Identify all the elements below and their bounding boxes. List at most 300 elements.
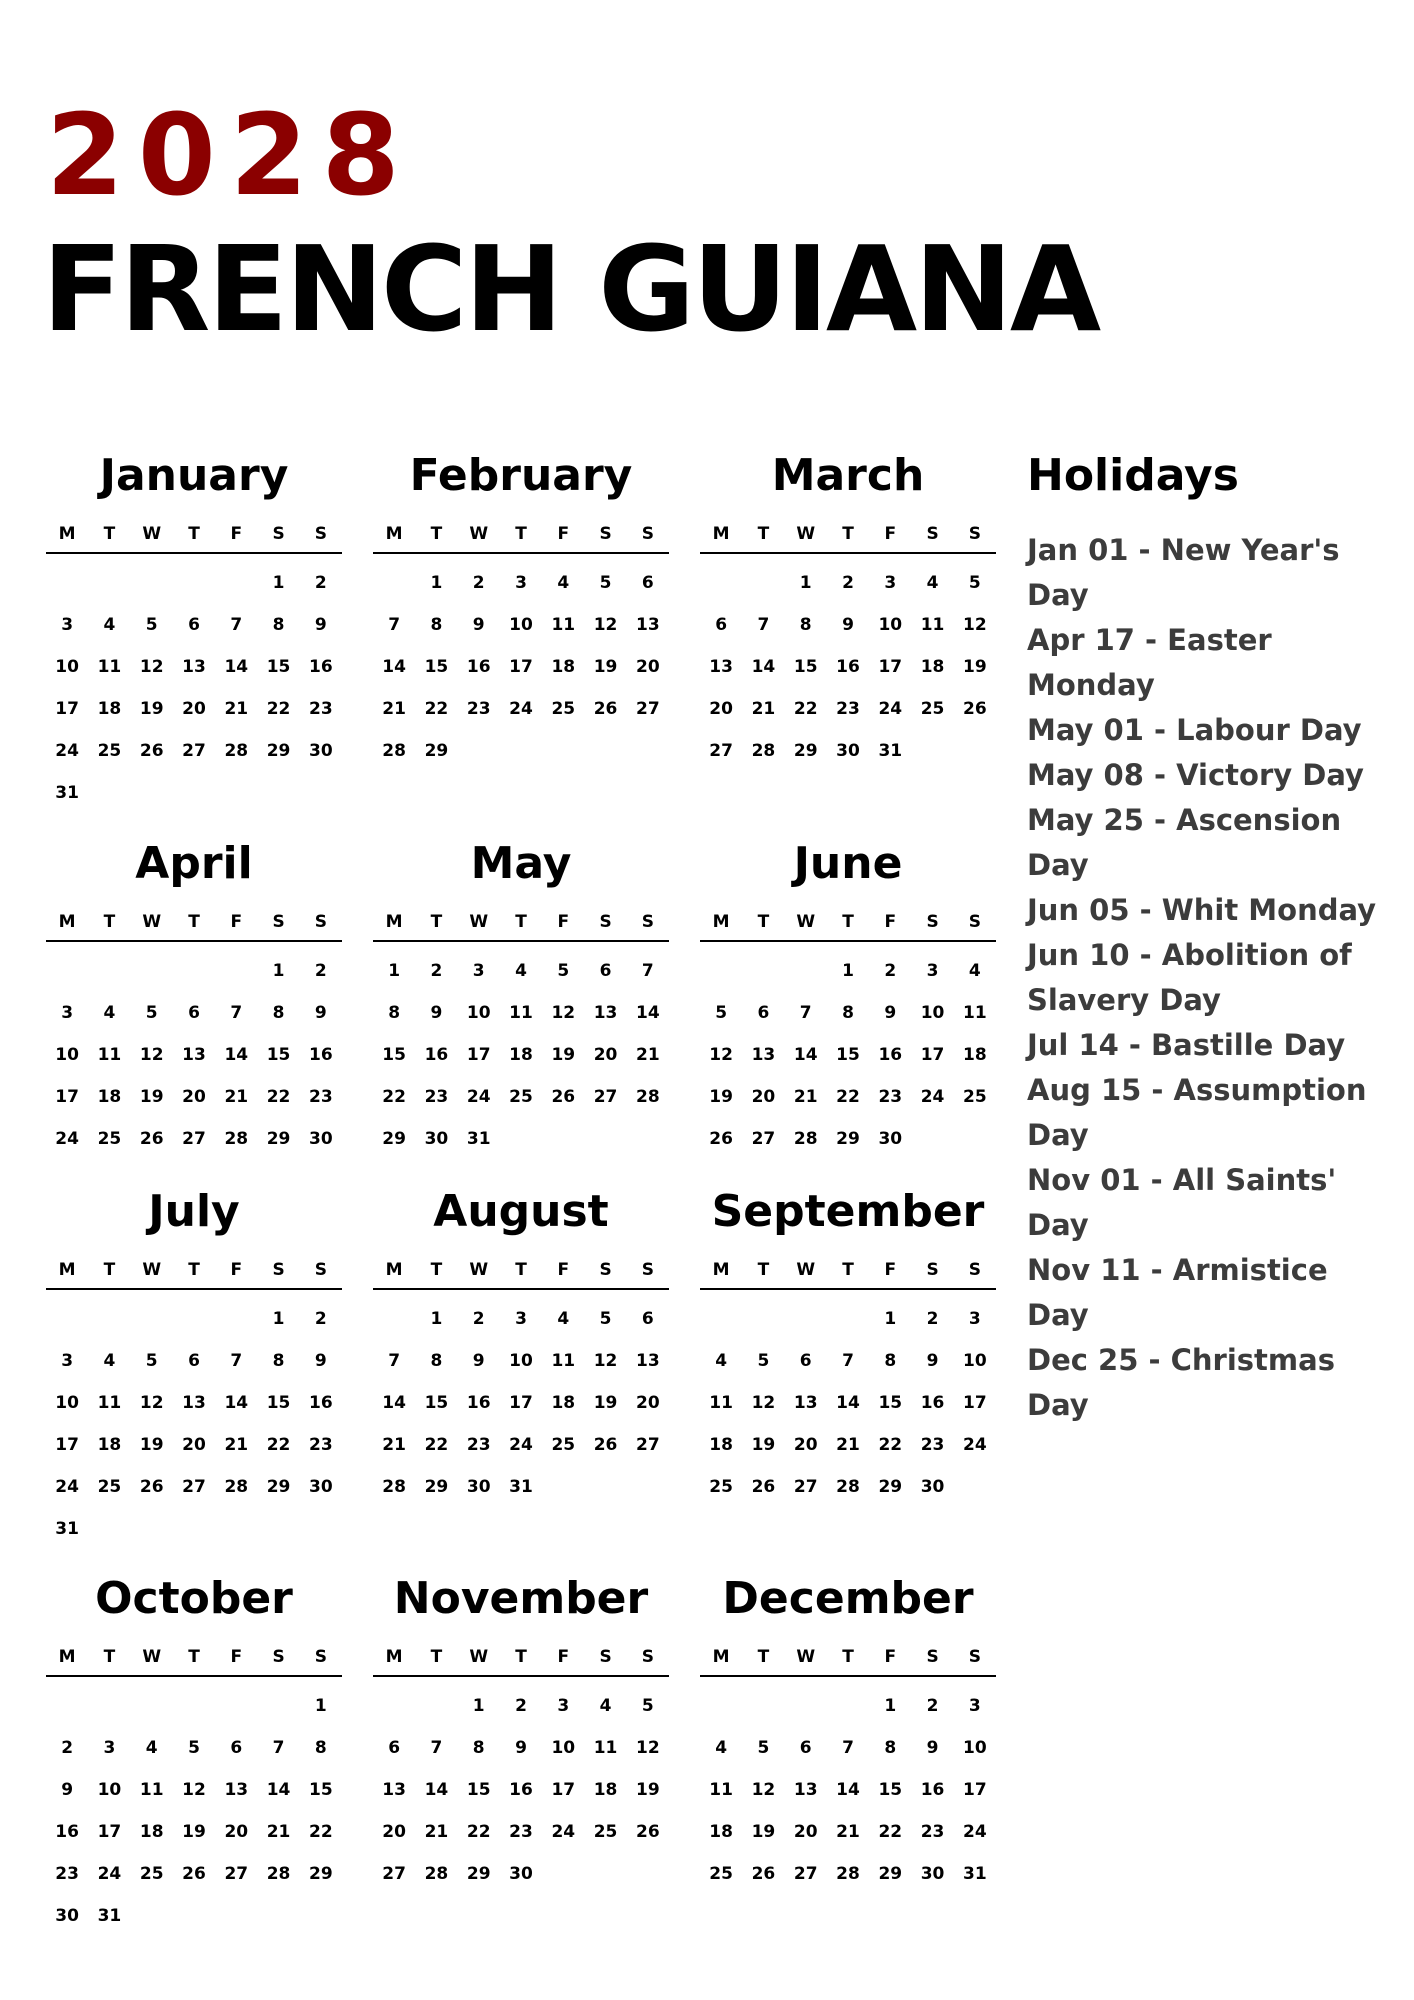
day-cell: 14 — [751, 657, 776, 677]
weekday-label: S — [641, 1647, 654, 1667]
day-cell: 13 — [182, 1045, 206, 1065]
day-cell: 16 — [509, 1780, 533, 1800]
empty-cell — [700, 562, 742, 604]
day-cell: 2 — [314, 961, 327, 981]
day-cell: 9 — [926, 1351, 939, 1371]
day-cell: 14 — [836, 1780, 860, 1800]
day-cell: 27 — [751, 1129, 776, 1149]
holiday-item: Jan 01 - New Year's Day — [1027, 533, 1340, 612]
day-cell: 9 — [61, 1780, 74, 1800]
day-grid — [46, 562, 342, 814]
day-cell: 13 — [593, 1003, 618, 1023]
day-cell: 30 — [836, 741, 860, 761]
day-cell: 2 — [430, 961, 443, 981]
month-february — [373, 450, 669, 772]
day-cell: 26 — [551, 1087, 576, 1107]
day-cell: 13 — [793, 1780, 818, 1800]
empty-cell — [46, 1685, 88, 1727]
day-cell: 1 — [314, 1696, 327, 1716]
holiday-item: Nov 01 - All Saints' Day — [1027, 1163, 1337, 1242]
day-cell: 13 — [793, 1393, 818, 1413]
day-cell: 23 — [836, 699, 860, 719]
empty-cell — [131, 1298, 173, 1340]
day-cell: 3 — [968, 1309, 981, 1329]
empty-cell — [173, 1685, 215, 1727]
day-cell: 4 — [103, 615, 116, 635]
month-name: November — [393, 1573, 649, 1624]
day-cell: 12 — [709, 1045, 733, 1065]
day-cell: 11 — [97, 1393, 122, 1413]
day-cell: 20 — [793, 1822, 818, 1842]
day-cell: 15 — [836, 1045, 860, 1065]
day-cell: 6 — [188, 1351, 200, 1371]
empty-cell — [215, 1685, 257, 1727]
day-cell: 20 — [793, 1435, 818, 1455]
day-cell: 4 — [557, 573, 570, 593]
day-cell: 31 — [55, 1519, 79, 1539]
day-cell: 20 — [224, 1822, 249, 1842]
empty-cell — [742, 1685, 784, 1727]
day-cell: 30 — [424, 1129, 449, 1149]
day-cell: 24 — [551, 1822, 576, 1842]
day-cell: 26 — [709, 1129, 733, 1149]
day-cell: 3 — [472, 961, 485, 981]
day-cell: 8 — [472, 1738, 485, 1758]
day-cell: 15 — [424, 657, 449, 677]
day-cell: 8 — [272, 615, 285, 635]
day-cell: 2 — [61, 1738, 74, 1758]
day-cell: 11 — [709, 1780, 733, 1800]
day-cell: 17 — [97, 1822, 122, 1842]
day-cell: 4 — [926, 573, 939, 593]
day-cell: 16 — [466, 1393, 491, 1413]
day-cell: 10 — [97, 1780, 122, 1800]
day-cell: 22 — [466, 1822, 491, 1842]
weekday-label: S — [599, 524, 612, 544]
empty-cell — [46, 562, 88, 604]
day-cell: 7 — [799, 1003, 812, 1023]
holiday-item: Nov 11 - Armistice Day — [1027, 1253, 1328, 1332]
day-cell: 13 — [636, 1351, 660, 1371]
day-cell: 24 — [878, 699, 903, 719]
day-cell: 28 — [224, 1129, 249, 1149]
day-cell: 30 — [55, 1906, 79, 1926]
day-cell: 11 — [97, 1045, 122, 1065]
day-cell: 8 — [272, 1351, 285, 1371]
day-cell: 30 — [309, 741, 333, 761]
day-cell: 14 — [224, 1045, 249, 1065]
day-cell: 26 — [636, 1822, 660, 1842]
day-cell: 18 — [509, 1045, 533, 1065]
empty-cell — [785, 1685, 827, 1727]
day-cell: 21 — [224, 699, 249, 719]
weekday-label: T — [842, 912, 854, 932]
day-cell: 5 — [145, 615, 158, 635]
day-cell: 9 — [926, 1738, 939, 1758]
empty-cell — [827, 1685, 869, 1727]
day-cell: 6 — [641, 1309, 654, 1329]
weekday-label: T — [430, 1647, 443, 1667]
weekday-label: W — [469, 912, 489, 932]
weekday-label: M — [58, 912, 76, 932]
day-cell: 21 — [836, 1822, 860, 1842]
day-cell: 12 — [593, 615, 618, 635]
weekday-label: T — [188, 524, 200, 544]
day-cell: 21 — [636, 1045, 660, 1065]
weekday-label: S — [968, 1647, 981, 1667]
day-cell: 7 — [230, 615, 243, 635]
day-cell: 18 — [709, 1822, 733, 1842]
day-cell: 20 — [182, 1087, 206, 1107]
day-cell: 24 — [963, 1435, 987, 1455]
day-cell: 28 — [266, 1864, 291, 1884]
day-cell: 5 — [145, 1003, 158, 1023]
day-cell: 6 — [799, 1738, 812, 1758]
weekday-label: W — [469, 1647, 489, 1667]
day-cell: 19 — [139, 1087, 164, 1107]
holidays-title: Holidays — [1027, 450, 1239, 501]
day-cell: 29 — [309, 1864, 333, 1884]
weekday-label: T — [842, 1647, 854, 1667]
day-cell: 2 — [515, 1696, 527, 1716]
day-cell: 16 — [309, 657, 333, 677]
day-grid — [373, 950, 669, 1160]
day-cell: 22 — [836, 1087, 860, 1107]
day-cell: 21 — [224, 1435, 249, 1455]
day-cell: 6 — [599, 961, 612, 981]
weekday-label: F — [557, 524, 570, 544]
weekday-header-row — [700, 1258, 996, 1290]
empty-cell — [88, 562, 130, 604]
day-cell: 6 — [188, 1003, 200, 1023]
day-cell: 27 — [182, 1129, 206, 1149]
day-cell: 1 — [272, 1309, 285, 1329]
day-cell: 7 — [230, 1003, 243, 1023]
day-cell: 28 — [793, 1129, 818, 1149]
day-cell: 1 — [799, 573, 812, 593]
weekday-header-row — [700, 522, 996, 554]
weekday-label: W — [469, 524, 489, 544]
month-june — [700, 838, 996, 1160]
day-cell: 29 — [266, 1129, 291, 1149]
day-cell: 30 — [309, 1477, 333, 1497]
day-cell: 15 — [424, 1393, 449, 1413]
day-cell: 23 — [424, 1087, 449, 1107]
holiday-item: Jul 14 - Bastille Day — [1027, 1028, 1346, 1062]
day-cell: 3 — [61, 615, 74, 635]
day-cell: 5 — [715, 1003, 728, 1023]
day-grid — [700, 1685, 996, 1895]
day-cell: 28 — [836, 1477, 860, 1497]
day-cell: 16 — [424, 1045, 449, 1065]
day-cell: 30 — [920, 1477, 945, 1497]
day-cell: 11 — [509, 1003, 533, 1023]
holiday-item: May 25 - Ascension Day — [1027, 803, 1342, 882]
weekday-label: S — [314, 912, 327, 932]
holiday-item: Aug 15 - Assumption Day — [1027, 1073, 1367, 1152]
day-cell: 6 — [388, 1738, 401, 1758]
empty-cell — [173, 950, 215, 992]
weekday-label: S — [272, 912, 285, 932]
day-cell: 3 — [103, 1738, 116, 1758]
day-cell: 17 — [509, 1393, 533, 1413]
weekday-label: T — [430, 524, 443, 544]
weekday-label: S — [641, 912, 654, 932]
day-cell: 30 — [509, 1864, 533, 1884]
day-cell: 12 — [751, 1780, 776, 1800]
day-cell: 19 — [709, 1087, 733, 1107]
day-cell: 17 — [963, 1780, 987, 1800]
day-cell: 29 — [424, 741, 449, 761]
day-cell: 25 — [551, 1435, 576, 1455]
day-cell: 17 — [920, 1045, 945, 1065]
day-cell: 24 — [466, 1087, 491, 1107]
day-cell: 25 — [709, 1477, 733, 1497]
day-cell: 29 — [878, 1864, 903, 1884]
day-cell: 11 — [593, 1738, 618, 1758]
weekday-label: M — [58, 1260, 76, 1280]
day-cell: 5 — [968, 573, 981, 593]
day-cell: 2 — [842, 573, 854, 593]
weekday-label: S — [599, 912, 612, 932]
day-cell: 4 — [515, 961, 527, 981]
weekday-header-row — [700, 910, 996, 942]
day-cell: 7 — [430, 1738, 443, 1758]
month-name: June — [793, 838, 903, 889]
weekday-label: S — [599, 1647, 612, 1667]
weekday-label: S — [272, 524, 285, 544]
weekday-label: F — [557, 1260, 570, 1280]
day-cell: 10 — [878, 615, 903, 635]
day-cell: 21 — [836, 1435, 860, 1455]
day-cell: 23 — [509, 1822, 533, 1842]
day-cell: 13 — [182, 1393, 206, 1413]
month-october — [46, 1573, 342, 1937]
day-cell: 31 — [509, 1477, 533, 1497]
empty-cell — [700, 1685, 742, 1727]
day-cell: 29 — [836, 1129, 860, 1149]
day-cell: 4 — [103, 1351, 116, 1371]
weekday-label: S — [314, 1647, 327, 1667]
day-cell: 10 — [509, 615, 533, 635]
day-cell: 10 — [55, 657, 79, 677]
day-cell: 21 — [382, 699, 406, 719]
empty-cell — [215, 562, 257, 604]
empty-cell — [88, 1685, 130, 1727]
day-cell: 21 — [751, 699, 776, 719]
weekday-label: W — [796, 912, 816, 932]
weekday-label: S — [968, 524, 981, 544]
day-cell: 29 — [424, 1477, 449, 1497]
holiday-item: Jun 05 - Whit Monday — [1027, 893, 1377, 927]
weekday-label: W — [142, 524, 162, 544]
day-cell: 4 — [968, 961, 981, 981]
day-cell: 7 — [641, 961, 654, 981]
weekday-label: F — [230, 912, 243, 932]
day-cell: 1 — [884, 1309, 897, 1329]
weekday-label: F — [230, 1647, 243, 1667]
day-cell: 27 — [636, 699, 660, 719]
day-cell: 15 — [266, 1393, 291, 1413]
day-cell: 13 — [224, 1780, 249, 1800]
holiday-list — [1027, 528, 1397, 1428]
day-cell: 16 — [878, 1045, 903, 1065]
day-cell: 5 — [188, 1738, 200, 1758]
day-cell: 24 — [963, 1822, 987, 1842]
day-cell: 22 — [878, 1822, 903, 1842]
day-cell: 5 — [145, 1351, 158, 1371]
day-cell: 8 — [799, 615, 812, 635]
day-cell: 20 — [182, 1435, 206, 1455]
empty-cell — [88, 1298, 130, 1340]
weekday-label: W — [142, 1260, 162, 1280]
month-name: March — [771, 450, 925, 501]
day-cell: 15 — [266, 657, 291, 677]
day-cell: 8 — [430, 615, 443, 635]
weekday-label: S — [314, 524, 327, 544]
weekday-label: M — [712, 1647, 730, 1667]
day-cell: 19 — [636, 1780, 660, 1800]
day-cell: 30 — [466, 1477, 491, 1497]
day-cell: 25 — [709, 1864, 733, 1884]
empty-cell — [700, 950, 742, 992]
weekday-header-row — [373, 910, 669, 942]
day-cell: 26 — [139, 1129, 164, 1149]
day-cell: 6 — [799, 1351, 812, 1371]
day-cell: 1 — [884, 1696, 897, 1716]
weekday-label: M — [712, 524, 730, 544]
weekday-label: F — [884, 1647, 897, 1667]
day-cell: 26 — [593, 1435, 618, 1455]
day-cell: 18 — [551, 657, 576, 677]
month-name: September — [711, 1186, 985, 1237]
weekday-label: T — [757, 912, 770, 932]
weekday-label: S — [314, 1260, 327, 1280]
weekday-label: T — [103, 1260, 116, 1280]
weekday-label: F — [884, 524, 897, 544]
day-cell: 27 — [636, 1435, 660, 1455]
day-cell: 8 — [842, 1003, 854, 1023]
day-cell: 23 — [466, 1435, 491, 1455]
day-cell: 2 — [314, 1309, 327, 1329]
weekday-header-row — [46, 910, 342, 942]
day-cell: 3 — [515, 1309, 527, 1329]
empty-cell — [131, 950, 173, 992]
weekday-label: T — [430, 1260, 443, 1280]
day-cell: 14 — [224, 1393, 249, 1413]
day-cell: 25 — [963, 1087, 987, 1107]
day-cell: 22 — [266, 699, 291, 719]
day-cell: 15 — [878, 1780, 903, 1800]
weekday-header-row — [46, 1258, 342, 1290]
weekday-label: W — [469, 1260, 489, 1280]
weekday-label: S — [926, 524, 939, 544]
day-cell: 10 — [466, 1003, 491, 1023]
day-cell: 28 — [751, 741, 776, 761]
empty-cell — [700, 1298, 742, 1340]
weekday-label: S — [968, 1260, 981, 1280]
empty-cell — [88, 950, 130, 992]
day-cell: 29 — [466, 1864, 491, 1884]
day-cell: 24 — [509, 699, 533, 719]
day-cell: 19 — [593, 657, 618, 677]
day-cell: 14 — [636, 1003, 660, 1023]
day-cell: 12 — [139, 657, 164, 677]
day-cell: 17 — [55, 1435, 79, 1455]
day-cell: 25 — [920, 699, 945, 719]
weekday-label: M — [385, 1647, 403, 1667]
day-cell: 21 — [224, 1087, 249, 1107]
day-cell: 16 — [466, 657, 491, 677]
day-cell: 12 — [751, 1393, 776, 1413]
day-cell: 1 — [388, 961, 401, 981]
day-cell: 16 — [309, 1045, 333, 1065]
weekday-label: S — [272, 1260, 285, 1280]
weekday-header-row — [46, 1645, 342, 1677]
day-cell: 29 — [878, 1477, 903, 1497]
day-cell: 4 — [103, 1003, 116, 1023]
day-cell: 22 — [266, 1435, 291, 1455]
day-cell: 23 — [309, 1435, 333, 1455]
weekday-header-row — [46, 522, 342, 554]
weekday-label: W — [142, 1647, 162, 1667]
day-cell: 31 — [97, 1906, 122, 1926]
day-cell: 19 — [593, 1393, 618, 1413]
weekday-label: M — [712, 1260, 730, 1280]
day-cell: 9 — [314, 615, 327, 635]
day-cell: 30 — [309, 1129, 333, 1149]
day-cell: 23 — [878, 1087, 903, 1107]
day-cell: 26 — [182, 1864, 206, 1884]
day-cell: 4 — [557, 1309, 570, 1329]
day-cell: 28 — [424, 1864, 449, 1884]
day-cell: 1 — [842, 961, 854, 981]
day-cell: 31 — [963, 1864, 987, 1884]
weekday-label: S — [599, 1260, 612, 1280]
month-september — [700, 1186, 996, 1508]
day-cell: 12 — [963, 615, 987, 635]
day-cell: 2 — [926, 1309, 939, 1329]
day-cell: 9 — [472, 615, 485, 635]
empty-cell — [415, 1685, 457, 1727]
day-cell: 21 — [793, 1087, 818, 1107]
day-cell: 9 — [472, 1351, 485, 1371]
empty-cell — [742, 950, 784, 992]
day-cell: 4 — [599, 1696, 612, 1716]
day-cell: 1 — [272, 573, 285, 593]
day-cell: 19 — [751, 1435, 776, 1455]
day-cell: 23 — [466, 699, 491, 719]
day-cell: 19 — [551, 1045, 576, 1065]
empty-cell — [173, 562, 215, 604]
day-cell: 27 — [182, 1477, 206, 1497]
day-cell: 11 — [139, 1780, 164, 1800]
month-name: October — [95, 1573, 293, 1624]
day-cell: 12 — [139, 1045, 164, 1065]
day-cell: 7 — [842, 1738, 854, 1758]
day-grid — [373, 1685, 669, 1895]
day-cell: 17 — [55, 699, 79, 719]
day-cell: 24 — [509, 1435, 533, 1455]
day-cell: 10 — [920, 1003, 945, 1023]
day-cell: 27 — [793, 1864, 818, 1884]
day-cell: 11 — [551, 1351, 576, 1371]
day-cell: 10 — [509, 1351, 533, 1371]
day-cell: 3 — [61, 1351, 74, 1371]
day-grid — [373, 562, 669, 772]
empty-cell — [46, 950, 88, 992]
day-cell: 23 — [309, 699, 333, 719]
